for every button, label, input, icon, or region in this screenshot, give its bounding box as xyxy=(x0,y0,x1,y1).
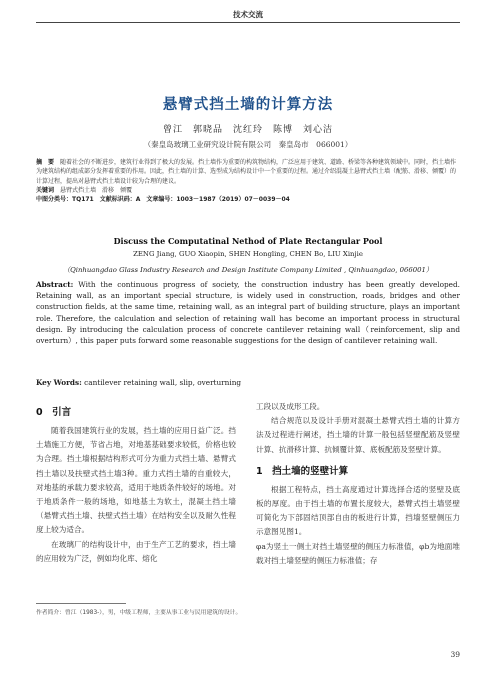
paragraph: 工段以及成形工段。 xyxy=(256,402,325,411)
chinese-abstract xyxy=(36,158,460,186)
chinese-abstract-label: 摘 要 xyxy=(36,159,55,166)
chinese-keywords-text: 悬臂式挡土墙 滑移 倾覆 xyxy=(60,186,133,194)
journal-section-tag: 技术交流 xyxy=(233,10,263,19)
chinese-keywords xyxy=(36,186,460,195)
english-keywords-label: Key Words: xyxy=(36,378,82,387)
right-column xyxy=(256,400,460,568)
english-abstract xyxy=(36,279,460,346)
author-list: 曾江 郭晓品 沈红玲 陈博 刘心洁 xyxy=(162,125,333,135)
english-abstract-label: Abstract: xyxy=(36,280,74,289)
classification-line: 中图分类号：TQ171 文献标识码：A 文章编号：1003－1987（2019）07－0039－04 xyxy=(36,196,290,204)
left-column xyxy=(36,404,236,566)
chinese-abstract-text: 随着社会的不断进步，建筑行业得到了极大的发展。挡土墙作为重要的构筑物结构，广泛应用于建筑、道路、桥梁等各种建筑领域中。同时，挡土墙作为建筑结构的组成部分发挥着重要的作用。因此，挡土墙的计算、选型成为结构设计中一个重要的过程。通过介绍混凝土悬臂式挡土墙（配筋、滑移、倾覆）的计算过程，提出对悬臂式挡土墙设计较为合理的建议。 xyxy=(36,159,457,185)
paragraph: 根据工程特点，挡土高度通过计算选择合适的竖壁及底板的厚度。由于挡土墙的布置长度较大，悬臂式挡土墙竖壁可简化为下部固结顶部自由的板进行计算，挡墙竖壁侧压力示意图见图1。 xyxy=(256,484,460,537)
paragraph: 在玻璃厂的结构设计中，由于生产工艺的要求，挡土墙的应用较为广泛，例如均化库、熔化 xyxy=(36,539,236,563)
article-title: 悬臂式挡土墙的计算方法 xyxy=(162,97,334,113)
section-heading-introduction: 0 引言 xyxy=(36,407,72,418)
chinese-abstract-block xyxy=(36,158,460,204)
affiliation: （秦皇岛玻璃工业研究设计院有限公司 秦皇岛市 066001） xyxy=(143,140,353,149)
english-keywords-text: cantilever retaining wall, slip, overturning xyxy=(84,378,242,387)
english-affiliation: （Qinhuangdao Glass Industry Research and Design Institute Company Limited , Qinhuangdao, 066001） xyxy=(63,266,433,274)
page-number: 39 xyxy=(450,650,460,659)
english-title: Discuss the Computatinal Nethod of Plate Rectangular Pool xyxy=(113,236,383,246)
english-keywords xyxy=(36,378,460,387)
section-heading-wall-calc: 1 挡土墙的竖壁计算 xyxy=(256,465,349,477)
author-footnote: 作者简介：曾江（1983-），男，中级工程师，主要从事工业与民用建筑的设计。 xyxy=(36,610,242,616)
chinese-keywords-label: 关键词 xyxy=(36,186,55,194)
paragraph: 结合规范以及设计手册对混凝土悬臂式挡土墙的计算方法及过程进行阐述，挡土墙的计算一般包括竖壁配筋及竖壁计算、抗滑移计算、抗倾覆计算、底板配筋及竖壁计算。 xyxy=(256,416,460,454)
paragraph: φa为竖土一侧土对挡土墙竖壁的侧压力标准值，φb为地面堆载对挡土墙竖壁的侧压力标准值；存 xyxy=(256,541,460,565)
paragraph: 随着我国建筑行业的发展，挡土墙的应用日益广泛。挡土墙施工方便，节省占地，对地基基础要求较低，价格也较为合理。挡土墙根据结构形式可分为重力式挡土墙、悬臂式挡土墙以及扶壁式挡土墙3种。重力式挡土墙的自重较大，对地基的承载力要求较高，适用于地质条件较好的场地。对于地质条件一般的场地，如地基土为软土，混凝土挡土墙（悬臂式挡土墙、扶壁式挡土墙）在结构安全以及耐久性程度上较为适合。 xyxy=(36,426,236,535)
english-abstract-text: With the continuous progress of society, the construction industry has been greatly developed. Retaining wall, as an important special structure, is widely used in construction, roads, bridges and other construction fields, at the same time, retaining wall, as an integral part of building structure, plays an important role. Therefore, the calculation and selection of retaining wall has become an important process in structural design. By introducing the calculation process of concrete cantilever retaining wall（reinforcement, slip and overturn）, this paper puts forward some reasonable suggestions for the design of cantilever retaining wall. xyxy=(36,280,460,346)
header-rule xyxy=(36,22,460,23)
footnote-rule xyxy=(36,603,126,604)
english-authors: ZENG Jiang, GUO Xiaopin, SHEN Hongling, CHEN Bo, LIU Xinjie xyxy=(133,250,363,258)
